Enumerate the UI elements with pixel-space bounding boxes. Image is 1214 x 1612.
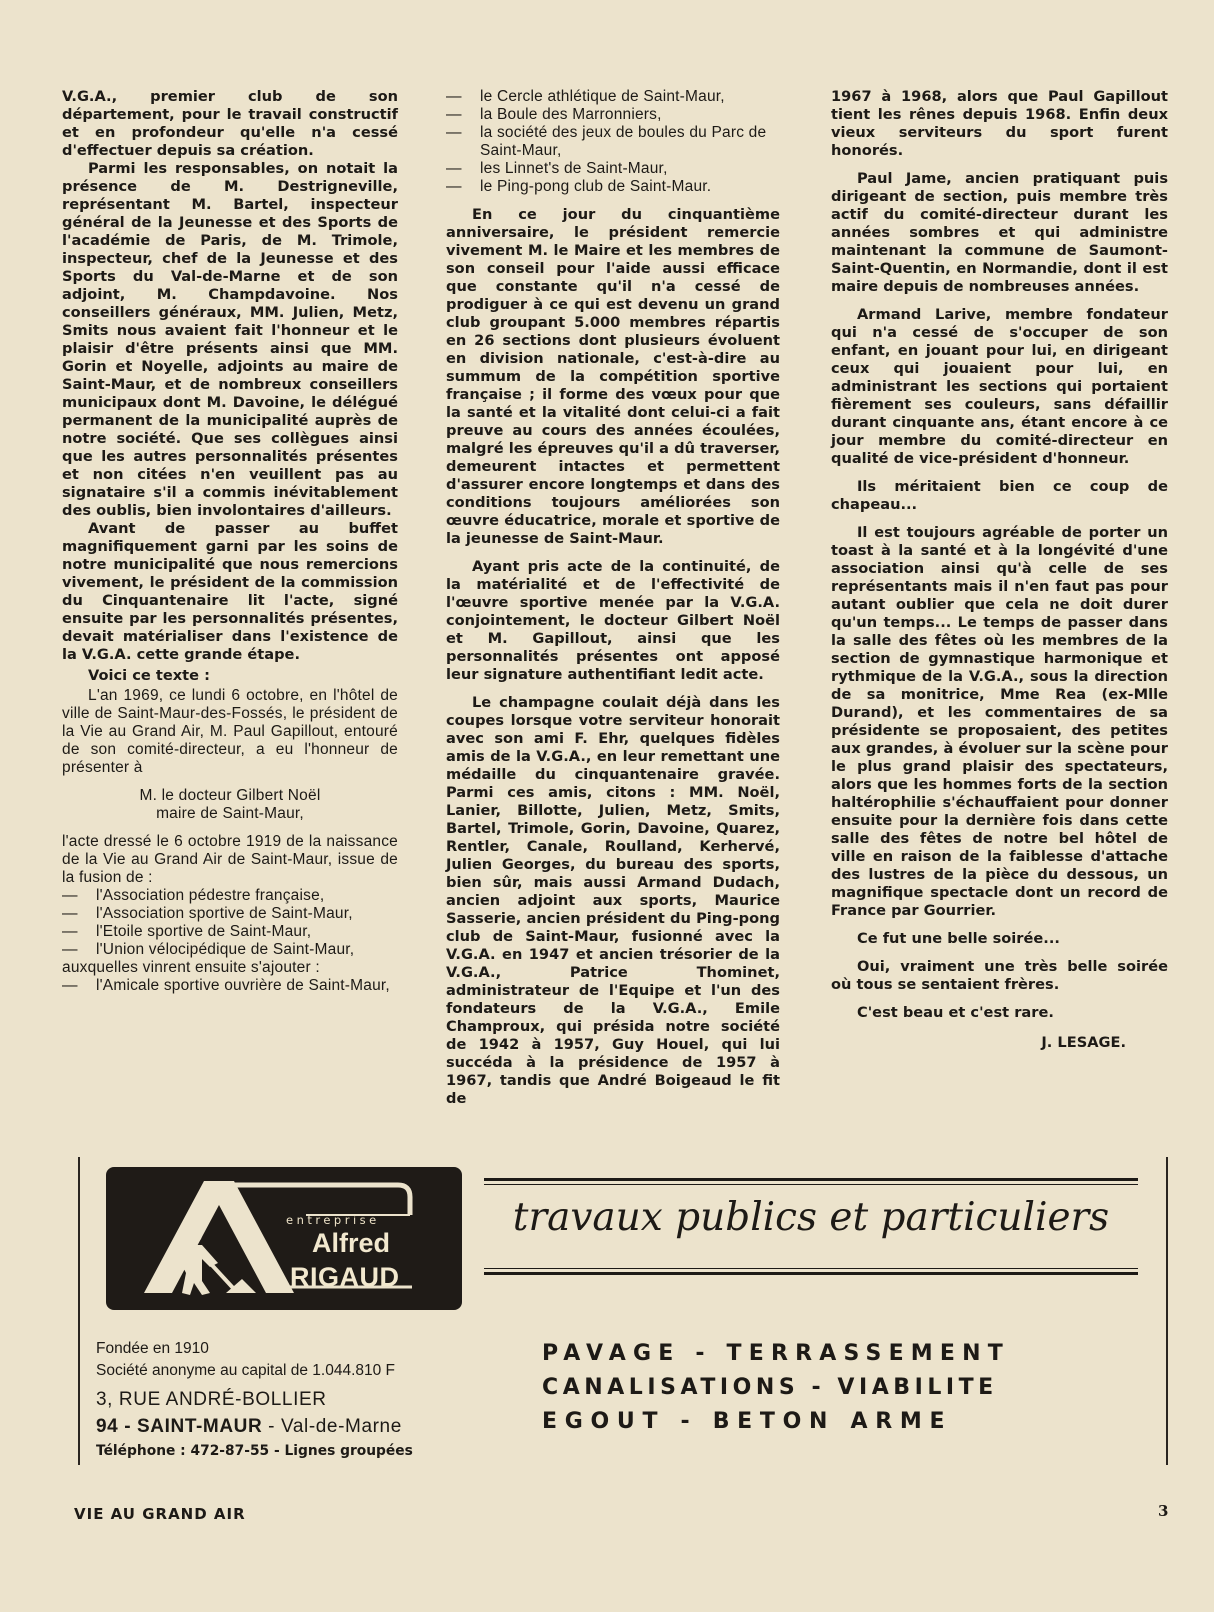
paragraph: Paul Jame, ancien pratiquant puis dirigeant de section, puis membre très actif du comité-directeur durant les années sombres et qui administre maintenant la commune de Saumont-Saint-Quentin, en Normandie, dont il est maire depuis de nombreuses années.: [831, 170, 1168, 295]
author-signature: J. LESAGE.: [1041, 1034, 1126, 1051]
list-item: l'Association pédestre française,: [96, 887, 325, 904]
list-item: le Cercle athlétique de Saint-Maur,: [480, 88, 725, 105]
paragraph: Ayant pris acte de la continuité, de la matérialité et de l'effectivité de l'œuvre sportive menée par la V.G.A. conjointement, le docteur Gilbert Noël et M. Gapillout, ainsi que les personnalités présentes ont apposé leur signature authentifiant ledit acte.: [446, 558, 780, 683]
city-line: [96, 1413, 413, 1440]
logo-name-first: Alfred: [312, 1228, 391, 1258]
deed-text: l'acte dressé le 6 octobre 1919 de la naissance de la Vie au Grand Air de Saint-Maur, issue de la fusion de :: [62, 833, 398, 886]
list-item: l'Association sportive de Saint-Maur,: [96, 905, 353, 922]
paragraph: V.G.A., premier club de son département, pour le travail constructif et en profondeur qu'elle n'a cessé d'effectuer depuis sa création.: [62, 88, 398, 159]
paragraph: C'est beau et c'est rare.: [857, 1004, 1054, 1021]
article-column-3: [831, 88, 1168, 1052]
company-details: [96, 1338, 413, 1462]
paragraph: Il est toujours agréable de porter un toast à la santé et à la longévité d'une association ainsi qu'à celle de ses représentants mais il n'en faut pas pour autant oublier que cela ne doit durer qu'un temps... Le temps de passer dans la salle des fêtes où les membres de la section de gymnastique harmonique et rythmique de la V.G.A., sous la direction de sa monitrice, Mme Rea (ex-Mlle Durand), et les commentaires de sa présidente se proposaient, des petites aux grandes, à évoluer sur la scène pour le plus grand plaisir des spectateurs, alors que les hommes forts de la section haltérophilie s'échauffaient pour donner ensuite pour la dernière fois dans cette salle des fêtes de notre bel hôtel de ville en raison de la faiblesse d'attache des lustres de la pièce du dessous, un magnifique spectacle dont un record de France par Gourrier.: [831, 524, 1168, 919]
list-item: l'Union vélocipédique de Saint-Maur,: [96, 941, 355, 958]
address-line: 3, RUE ANDRÉ-BOLLIER: [96, 1389, 327, 1410]
paragraph: 1967 à 1968, alors que Paul Gapillout tient les rênes depuis 1968. Enfin deux vieux serviteurs du sport furent honorés.: [831, 88, 1168, 159]
tagline-top-rule: [484, 1178, 1138, 1181]
list-item: la Boule des Marronniers,: [480, 106, 662, 123]
list-item: les Linnet's de Saint-Maur,: [480, 160, 668, 177]
club-list: — l'Association pédestre française, — l'Association sportive de Saint-Maur, — l'Etoile sportive de Saint-Maur, — l'Union vélocipédique de Saint-Maur,: [62, 887, 398, 959]
deed-text: L'an 1969, ce lundi 6 octobre, en l'hôtel de ville de Saint-Maur-des-Fossés, le président de la Vie au Grand Air, M. Paul Gapillout, entouré de son comité-directeur, a eu l'honneur de présenter à: [62, 687, 398, 776]
tagline-top-rule-thin: [484, 1184, 1138, 1185]
founded-line: Fondée en 1910: [96, 1340, 209, 1357]
article-column-2: [446, 88, 780, 1108]
city-bold: 94 - SAINT-MAUR: [96, 1416, 263, 1437]
list-item: le Ping-pong club de Saint-Maur.: [480, 178, 712, 195]
logo-a-worker-icon: [106, 1167, 462, 1310]
list-item: la société des jeux de boules du Parc de Saint-Maur,: [480, 124, 767, 159]
tagline-bottom-rule-thin: [484, 1268, 1138, 1269]
tagline-bottom-rule: [484, 1272, 1138, 1275]
magazine-title: VIE AU GRAND AIR: [74, 1505, 246, 1523]
club-list: — l'Amicale sportive ouvrière de Saint-Maur,: [62, 977, 398, 995]
list-item: l'Amicale sportive ouvrière de Saint-Maur,: [96, 977, 390, 994]
paragraph: Armand Larive, membre fondateur qui n'a cessé de s'occuper de son enfant, en jouant pour lui, en dirigeant ceux qui jouaient pour lui, en administrant les sections qui portaient fièrement ses couleurs, sans défaillir durant cinquante ans, étant encore à ce jour membre du comité-directeur en qualité de vice-président d'honneur.: [831, 306, 1168, 467]
services-list: [542, 1337, 1010, 1439]
article-column-1: [62, 88, 398, 995]
list-item: l'Etoile sportive de Saint-Maur,: [96, 923, 312, 940]
service-line: CANALISATIONS - VIABILITE: [542, 1375, 998, 1400]
paragraph: Voici ce texte :: [88, 667, 210, 684]
logo-entreprise-label: entreprise: [286, 1213, 380, 1227]
service-line: EGOUT - BETON ARME: [542, 1409, 953, 1434]
deed-text: auxquelles vinrent ensuite s'ajouter :: [62, 959, 320, 976]
deed-recipient-title: maire de Saint-Maur,: [156, 805, 304, 822]
paragraph: Ils méritaient bien ce coup de chapeau...: [831, 478, 1168, 513]
club-list: — le Cercle athlétique de Saint-Maur, — la Boule des Marronniers, — la société des jeux de boules du Parc de Saint-Maur, — les Linnet's de Saint-Maur, — le Ping-pong club de Saint-Maur.: [446, 88, 780, 196]
paragraph: Oui, vraiment une très belle soirée où tous se sentaient frères.: [831, 958, 1168, 993]
paragraph: Le champagne coulait déjà dans les coupes lorsque votre serviteur honorait avec son ami F. Ehr, quelques fidèles amis de la V.G.A., en leur remettant une médaille du cinquantenaire gravée. Parmi ces amis, citons : MM. Noël, Lanier, Billotte, Julien, Metz, Smits, Bartel, Trimole, Gorin, Davoine, Quarez, Rentler, Canale, Roulland, Kerhervé, Julien Georges, du bureau des sports, bien sûr, mais aussi Armand Dudach, ancien adjoint aux sports, Maurice Sasserie, ancien président du Ping-pong club de Saint-Maur, fusionné avec la V.G.A. en 1947 et ancien trésorier de la V.G.A., Patrice Thominet, administrateur de l'Equipe et l'un des fondateurs de la V.G.A., Emile Champroux, qui présida notre société de 1942 à 1957, Guy Houel, qui lui succéda à la présidence de 1957 à 1967, tandis que André Boigeaud le fit de: [446, 694, 780, 1107]
service-line: PAVAGE - TERRASSEMENT: [542, 1341, 1010, 1366]
page-number: 3: [1158, 1502, 1169, 1520]
logo-name-last: RIGAUD: [290, 1262, 400, 1292]
paragraph: Avant de passer au buffet magnifiquement garni par les soins de notre municipalité que nous remercions vivement, le président de la commission du Cinquantenaire lit l'acte, signé ensuite par les personnalités présentes, devait matérialiser dans l'existence de la V.G.A. cette grande étape.: [62, 520, 398, 663]
paragraph: En ce jour du cinquantième anniversaire, le président remercie vivement M. le Maire et les membres de son conseil pour l'aide aussi efficace que constante qu'il n'a cessé de prodiguer à ce qui est devenu un grand club groupant 5.000 membres répartis en 26 sections dont plusieurs évoluent en division nationale, c'est-à-dire au summum de la compétition sportive française ; il forme des vœux pour que la santé et la vitalité dont celui-ci a fait preuve au cours des années écoulées, malgré les épreuves qu'il a dû traverser, demeurent intactes et permettent d'assurer encore longtemps et dans des conditions toujours améliorées son œuvre éducatrice, morale et sportive de la jeunesse de Saint-Maur.: [446, 206, 780, 547]
paragraph: Parmi les responsables, on notait la présence de M. Destrigneville, représentant M. Bartel, inspecteur général de la Jeunesse et des Sports de l'académie de Paris, de M. Trimole, inspecteur, chef de la Jeunesse et des Sports du Val-de-Marne et de son adjoint, M. Champdavoine. Nos conseillers généraux, MM. Julien, Metz, Smits nous avaient fait l'honneur et le plaisir d'être présents ainsi que MM. Gorin et Noyelle, adjoints au maire de Saint-Maur, et de nombreux conseillers municipaux dont M. Davoine, le délégué permanent de la municipalité auprès de notre société. Que ses collègues ainsi que les autres personnalités présentes et non citées n'en veuillent pas au signataire s'il a commis inévitablement des oublis, bien involontaires d'ailleurs.: [62, 160, 398, 519]
paragraph: Ce fut une belle soirée...: [857, 930, 1060, 947]
company-logo: [106, 1167, 462, 1310]
ad-tagline: travaux publics et particuliers: [512, 1195, 1110, 1240]
phone-line: Téléphone : 472-87-55 - Lignes groupées: [96, 1443, 413, 1459]
deed-recipient: M. le docteur Gilbert Noël: [139, 787, 321, 804]
city-region: - Val-de-Marne: [262, 1416, 402, 1437]
capital-line: Société anonyme au capital de 1.044.810 F: [96, 1362, 396, 1379]
